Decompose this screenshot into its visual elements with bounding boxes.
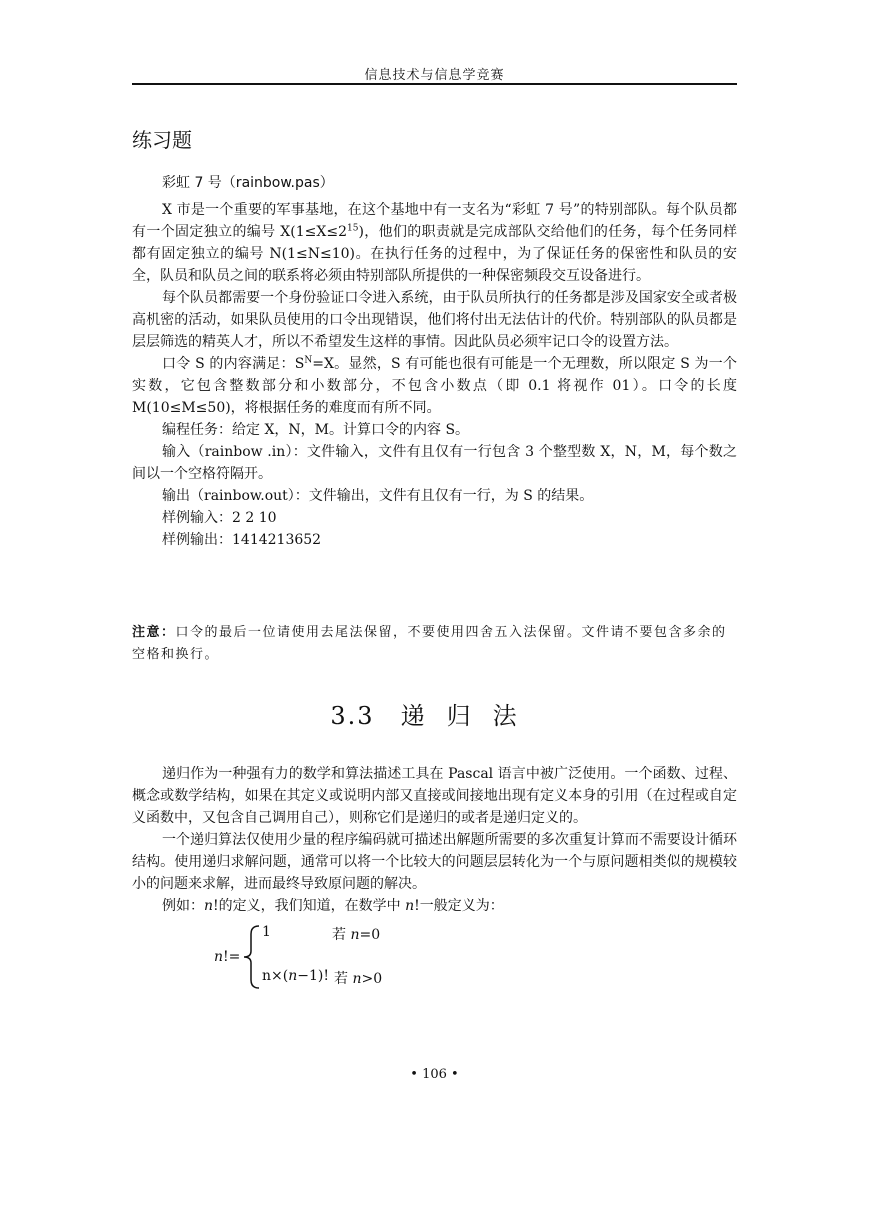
case-1-condition: 若 n=0 bbox=[332, 927, 381, 943]
body-paragraph-1: 递归作为一种强有力的数学和算法描述工具在 Pascal 语言中被广泛使用。一个函数、过程、概念或数学结构，如果在其定义或说明内部又直接或间接地出现有定义本身的引用（在过程或自定义函数中，又包含自己调用自己），则称它们是递归的或者是递归定义的。 bbox=[132, 766, 737, 826]
header-rule bbox=[132, 83, 737, 85]
input-spec: 输入（rainbow .in）：文件输入，文件有且仅有一行包含 3 个整型数 X，N，M，每个数之间以一个空格符隔开。 bbox=[132, 444, 737, 482]
formula-lhs: n!= bbox=[214, 949, 241, 965]
problem-title: 彩虹 7 号（rainbow.pas） bbox=[162, 175, 334, 191]
output-spec: 输出（rainbow.out）：文件输出，文件有且仅有一行，为 S 的结果。 bbox=[162, 488, 594, 504]
body-paragraph-3: 例如：n!的定义，我们知道，在数学中 n!一般定义为： bbox=[162, 898, 504, 914]
recursion-intro bbox=[132, 763, 737, 917]
problem-paragraph-3: 口令 S 的内容满足：$S^N=X$。显然，S 有可能也很有可能是一个无理数，所以限定 S 为一个实数，它包含整数部分和小数部分，不包含小数点（即 0.1 将视作 01）。口令的长度 M(10≤M≤50)，将根据任务的难度而有所不同。 bbox=[132, 355, 737, 416]
note bbox=[132, 622, 737, 666]
problem-paragraph-2: 每个队员都需要一个身份验证口令进入系统，由于队员所执行的任务都是涉及国家安全或者极高机密的活动，如果队员使用的口令出现错误，他们将付出无法估计的代价。特别部队的队员都是层层筛选的精英人才，所以不希望发生这样的事情。因此队员必须牢记口令的设置方法。 bbox=[132, 290, 737, 350]
case-1-value: 1 bbox=[262, 924, 271, 940]
page-number: • 106 • bbox=[410, 1067, 459, 1082]
note-label: 注意： bbox=[132, 625, 176, 640]
factorial-formula bbox=[210, 922, 510, 992]
section-heading: 练习题 bbox=[132, 128, 192, 152]
problem-statement bbox=[132, 199, 737, 551]
chapter-heading bbox=[0, 696, 869, 731]
case-2-condition: 若 n>0 bbox=[334, 971, 383, 987]
note-text: 口令的最后一位请使用去尾法保留，不要使用四舍五入法保留。文件请不要包含多余的空格和换行。 bbox=[132, 625, 727, 662]
problem-paragraph-1: X 市是一个重要的军事基地，在这个基地中有一支名为“彩虹 7 号”的特别部队。每个队员都有一个固定独立的编号 $X(1\le X\le 2^{15})$，他们的职责就是完成部队交给他们的任务，每个任务同样都有固定独立的编号 N(1≤N≤10)。在执行任务的过程中，为了保证任务的保密性和队员的安全，队员和队员之间的联系将必须由特别部队所提供的一种保密频段交互设备进行。 bbox=[132, 202, 738, 284]
sample-output: 样例输出：1414213652 bbox=[162, 532, 322, 548]
case-2-value: n×(n−1)! bbox=[262, 968, 329, 984]
header-title: 信息技术与信息学竞赛 bbox=[364, 68, 505, 83]
programming-task: 编程任务：给定 X，N，M。计算口令的内容 S。 bbox=[162, 422, 470, 438]
chapter-name: 递归法 bbox=[400, 702, 539, 730]
sample-input: 样例输入：2 2 10 bbox=[162, 510, 277, 526]
left-brace-icon bbox=[242, 924, 262, 990]
body-paragraph-2: 一个递归算法仅使用少量的程序编码就可描述出解题所需要的多次重复计算而不需要设计循环结构。使用递归求解问题，通常可以将一个比较大的问题层层转化为一个与原问题相类似的规模较小的问题来求解，进而最终导致原问题的解决。 bbox=[132, 832, 737, 892]
chapter-number: 3.3 bbox=[330, 702, 375, 730]
